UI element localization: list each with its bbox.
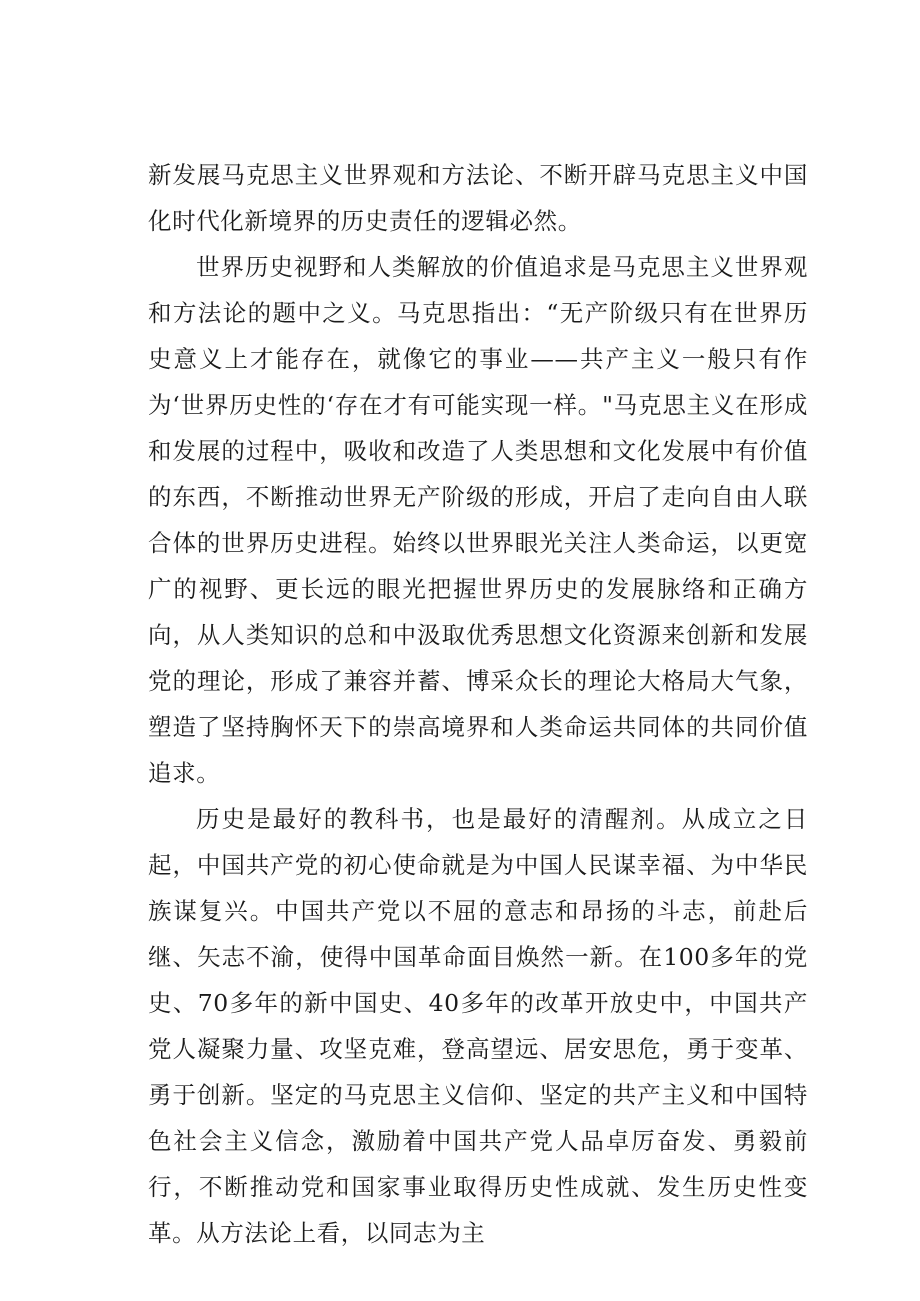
paragraph-2: 世界历史视野和人类解放的价值追求是马克思主义世界观和方法论的题中之义。马克思指出：“无产阶级只有在世界历史意义上才能存在，就像它的事业——共产主义一般只有作为‘世界历史性的‘存在才有可能实现一样。"马克思主义在形成和发展的过程中，吸收和改造了人类思想和文化发展中有价值的东西，不断推动世界无产阶级的形成，开启了走向自由人联合体的世界历史进程。始终以世界眼光关注人类命运，以更宽广的视野、更长远的眼光把握世界历史的发展脉络和正确方向，从人类知识的总和中汲取优秀思想文化资源来创新和发展党的理论，形成了兼容并蓄、博采众长的理论大格局大气象，塑造了坚持胸怀天下的崇高境界和人类命运共同体的共同价值追求。 bbox=[148, 253, 808, 787]
paragraph-1: 新发展马克思主义世界观和方法论、不断开辟马克思主义中国化时代化新境界的历史责任的逻辑必然。 bbox=[148, 161, 808, 235]
paragraph-3: 历史是最好的教科书，也是最好的清醒剂。从成立之日起，中国共产党的初心使命就是为中国人民谋幸福、为中华民族谋复兴。中国共产党以不屈的意志和昂扬的斗志，前赴后继、矢志不渝，使得中国革命面目焕然一新。在100多年的党史、70多年的新中国史、40多年的改革开放史中，中国共产党人凝聚力量、攻坚克难，登高望远、居安思危，勇于变革、勇于创新。坚定的马克思主义信仰、坚定的共产主义和中国特色社会主义信念，激励着中国共产党人品卓厉奋发、勇毅前行，不断推动党和国家事业取得历史性成就、发生历史性变革。从方法论上看，以同志为主 bbox=[148, 805, 808, 1247]
body-text bbox=[148, 152, 808, 1256]
